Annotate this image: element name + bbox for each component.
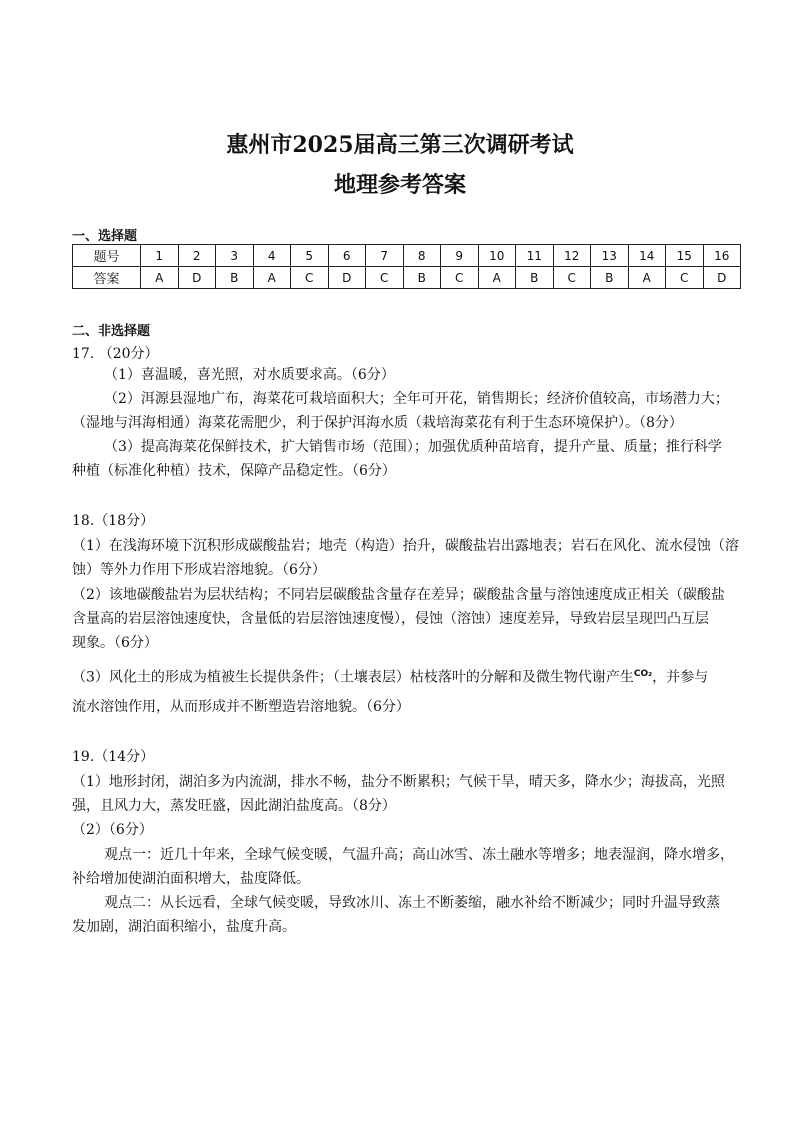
q17-line: （3）提高海菜花保鲜技术，扩大销售市场（范围）；加强优质种苗培育，提升产量、质量；推行科学 — [104, 439, 722, 455]
question-number: 15 — [666, 245, 704, 267]
question-number: 16 — [703, 245, 741, 267]
answer-table — [72, 244, 741, 289]
question-number: 5 — [291, 245, 329, 267]
question-number: 4 — [253, 245, 291, 267]
q19-line: （1）地形封闭，湖泊多为内流湖，排水不畅，盐分不断累积；气候干旱，晴天多，降水少；海拔高，光照 — [72, 774, 725, 790]
question-number: 14 — [628, 245, 666, 267]
question-number: 3 — [216, 245, 254, 267]
q18-line: 现象。（6分） — [72, 635, 158, 651]
q18-line: 流水溶蚀作用，从而形成并不断塑造岩溶地貌。（6分） — [72, 699, 410, 715]
section-heading-nonchoice: 二、非选择题 — [72, 324, 151, 339]
answer-cell: C — [553, 267, 591, 289]
document-subtitle: 地理参考答案 — [333, 172, 466, 198]
answer-cell: A — [478, 267, 516, 289]
q18-text: （3）风化土的形成为植被生长提供条件；（土壤表层）枯枝落叶的分解和及微生物代谢产生 — [72, 669, 634, 686]
section-heading-choice: 一、选择题 — [72, 229, 138, 244]
document-title: 惠州市2025届高三第三次调研考试 — [226, 132, 574, 158]
q17-line: （湿地与洱海相通）海菜花需肥少，利于保护洱海水质（栽培海菜花有利于生态环境保护）。（8分） — [72, 415, 683, 431]
answer-cell: D — [178, 267, 216, 289]
q19-line: 观点二：从长远看，全球气候变暖，导致冰川、冻土不断萎缩，融水补给不断减少；同时升温导致蒸 — [104, 895, 720, 911]
q18-head: 18.（18分） — [72, 513, 155, 529]
question-number: 11 — [516, 245, 554, 267]
question-number: 9 — [441, 245, 479, 267]
question-number: 13 — [591, 245, 629, 267]
q18-line: 含量高的岩层溶蚀速度快，含量低的岩层溶蚀速度慢），侵蚀（溶蚀）速度差异，导致岩层呈现凹凸互层 — [72, 611, 709, 627]
q17-head: 17. （20分） — [72, 346, 159, 362]
answer-cell: D — [328, 267, 366, 289]
answer-cell: C — [366, 267, 404, 289]
answer-cell: B — [516, 267, 554, 289]
q18-text: ，并参与 — [652, 669, 709, 686]
table-row-answers — [73, 267, 741, 289]
table-row-numbers — [73, 245, 741, 267]
question-number: 7 — [366, 245, 404, 267]
question-number: 6 — [328, 245, 366, 267]
q19-line: 观点一：近几十年来，全球气候变暖，气温升高；高山冰雪、冻土融水等增多；地表湿润，降水增多， — [104, 847, 734, 863]
answer-cell: B — [591, 267, 629, 289]
q19-head: 19.（14分） — [72, 749, 155, 765]
row-label: 题号 — [73, 245, 141, 267]
q19-line: 发加剧，湖泊面积缩小，盐度升高。 — [72, 919, 296, 935]
q17-line: 种植（标准化种植）技术，保障产品稳定性。（6分） — [72, 463, 396, 479]
q18-line: （1）在浅海环境下沉积形成碳酸盐岩；地壳（构造）抬升，碳酸盐岩出露地表；岩石在风化、流水侵蚀（溶 — [72, 538, 739, 554]
answer-cell: C — [441, 267, 479, 289]
q18-line: （2）该地碳酸盐岩为层状结构；不同岩层碳酸盐含量存在差异；碳酸盐含量与溶蚀速度成正相关（碳酸盐 — [72, 587, 725, 603]
answer-cell: A — [628, 267, 666, 289]
question-number: 10 — [478, 245, 516, 267]
q17-line: （2）洱源县湿地广布，海菜花可栽培面积大；全年可开花，销售期长；经济价值较高，市场潜力大； — [104, 391, 729, 407]
q18-line — [72, 665, 708, 687]
q17-line: （1）喜温暖，喜光照，对水质要求高。（6分） — [104, 367, 395, 383]
question-number: 8 — [403, 245, 441, 267]
answer-cell: B — [403, 267, 441, 289]
row-label: 答案 — [73, 267, 141, 289]
answer-cell: A — [141, 267, 179, 289]
q19-line: （2）（6分） — [72, 822, 153, 838]
answer-cell: D — [703, 267, 741, 289]
question-number: 1 — [141, 245, 179, 267]
q19-line: 强，且风力大，蒸发旺盛，因此湖泊盐度高。（8分） — [72, 798, 396, 814]
answer-cell: C — [291, 267, 329, 289]
co2-formula: CO₂ — [633, 669, 653, 679]
q19-line: 补给增加使湖泊面积增大，盐度降低。 — [72, 871, 310, 887]
answer-cell: A — [253, 267, 291, 289]
question-number: 12 — [553, 245, 591, 267]
answer-cell: B — [216, 267, 254, 289]
answer-cell: C — [666, 267, 704, 289]
question-number: 2 — [178, 245, 216, 267]
q18-line: 蚀）等外力作用下形成岩溶地貌。（6分） — [72, 562, 326, 578]
